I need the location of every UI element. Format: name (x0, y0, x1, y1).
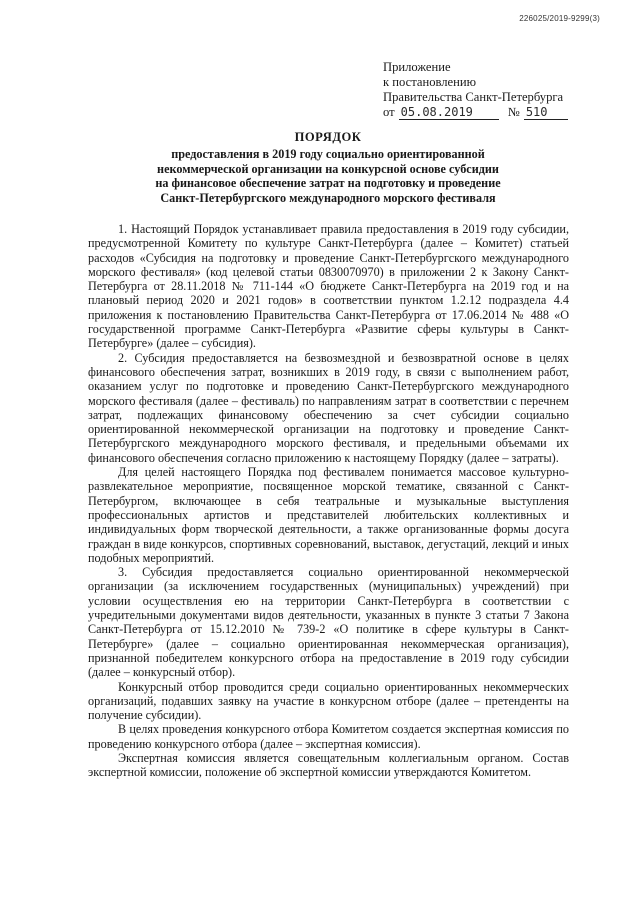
subtitle-line: некоммерческой организации на конкурсной основе субсидии (157, 161, 499, 176)
title-heading: ПОРЯДОК (294, 130, 362, 144)
document-title (88, 0, 568, 205)
paragraph-3: 3. Субсидия предоставляется социально ориентированной некоммерческой организации (за исключением государственных (муниципальных) учреждений) при условии осуществления ею на территории Санкт-Петербурга в соответствии с учредительными документами видов деятельности, указанных в пункте 3 статьи 7 Закона Санкт-Петербурга от 15.12.2010 № 739-2 «О политике в сфере культуры в Санкт-Петербурге» (далее – социально ориентированная некоммерческая организация), признанной победителем конкурсного отбора на предоставление в 2019 году субсидии (далее – конкурсный отбор). (88, 565, 569, 680)
handwritten-date: 05.08.2019 (399, 106, 499, 120)
paragraph-commission: В целях проведения конкурсного отбора Комитетом создается экспертная комиссия по проведению конкурсного отбора (далее – экспертная комиссия). (88, 722, 569, 751)
paragraph-1: 1. Настоящий Порядок устанавливает правила предоставления в 2019 году субсидии, предусмотренной Комитету по культуре Санкт-Петербурга (далее – Комитет) статьей расходов «Субсидия на подготовку и проведение Санкт-Петербургского международного морского фестиваля» (код целевой статьи 0830070970) в приложении 2 к Закону Санкт-Петербурга от 28.11.2018 № 711-144 «О бюджете Санкт-Петербурга на 2019 год и на плановый период 2020 и 2021 годов» в соответствии пунктом 1.2.12 подраздела 4.4 приложения к постановлению Правительства Санкт-Петербурга от 17.06.2014 № 488 «О государственной программе Санкт-Петербурга «Развитие сферы культуры в Санкт-Петербурге» (далее – субсидия). (88, 222, 569, 351)
handwritten-number: 510 (524, 106, 568, 120)
appendix-line-2: к постановлению (383, 75, 477, 89)
title-subtitle (88, 147, 568, 205)
appendix-line-1: Приложение (383, 60, 451, 74)
paragraph-2-cont: Для целей настоящего Порядка под фестивалем понимается массовое культурно-развлекательное мероприятие, посвященное морской тематике, связанной с Санкт-Петербургом, включающее в себя театральные и музыкальные выступления профессиональных артистов и представителей любительских коллективных и индивидуальных форм творческой деятельности, а также организованные формы досуга граждан в виде конкурсов, спортивных соревнований, выставок, дегустаций, лекций и иных подобных мероприятий. (88, 465, 569, 565)
subtitle-line: предоставления в 2019 году социально ориентированной (171, 147, 485, 161)
subtitle-line: Санкт-Петербургского международного морского фестиваля (160, 190, 496, 205)
from-label: от (383, 105, 395, 119)
document-id: 226025/2019-9299(3) (519, 14, 600, 23)
paragraph-2: 2. Субсидия предоставляется на безвозмездной и безвозвратной основе в целях финансового обеспечения затрат, возникших в 2019 году, в связи с выполнением работ, оказанием услуг по подготовке и проведению Санкт-Петербургского международного морского фестиваля (далее – фестиваль) по направлениям затрат в соответствии с перечнем затрат, подлежащих финансовому обеспечению за счет субсидии социально ориентированной некоммерческой организации на подготовку и проведение Санкт-Петербургского международного морского фестиваля, и предельными объемами их финансового обеспечения согласно приложению к настоящему Порядку (далее – затраты). (88, 350, 569, 465)
paragraph-commission-status: Экспертная комиссия является совещательным коллегиальным органом. Состав экспертной комиссии, положение об экспертной комиссии утверждаются Комитетом. (88, 750, 569, 780)
number-label: № (507, 105, 520, 119)
document-body (88, 222, 569, 780)
appendix-line-3: Правительства Санкт-Петербурга (383, 90, 564, 104)
paragraph-3-cont: Конкурсный отбор проводится среди социально ориентированных некоммерческих организаций, подавших заявку на участие в конкурсном отборе (далее – претенденты на получение субсидии). (88, 679, 569, 723)
subtitle-line: на финансовое обеспечение затрат на подготовку и проведение (155, 176, 501, 191)
